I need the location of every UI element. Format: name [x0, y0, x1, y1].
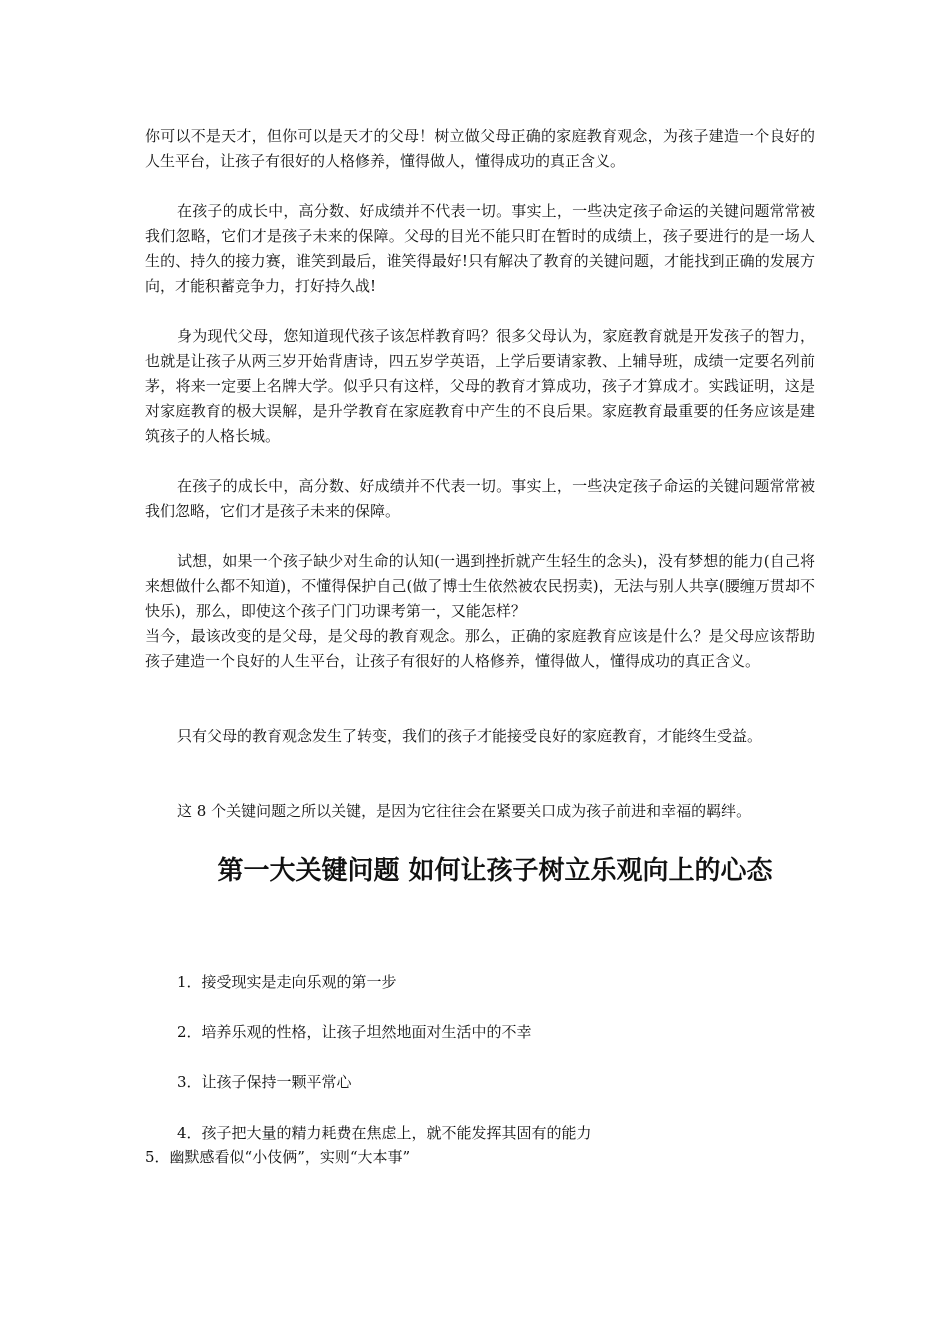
list-item: 3．让孩子保持一颗平常心 — [177, 1073, 352, 1091]
list-item: 5．幽默感看似“小伎俩”，实则“大本事” — [145, 1148, 411, 1166]
paragraph-intro: 你可以不是天才，但你可以是天才的父母！树立做父母正确的家庭教育观念，为孩子建造一个良好的人生平台，让孩子有很好的人格修养，懂得做人，懂得成功的真正含义。 — [145, 127, 815, 170]
paragraph-today: 当今，最该改变的是父母，是父母的教育观念。那么，正确的家庭教育应该是什么？是父母应该帮助孩子建造一个良好的人生平台，让孩子有很好的人格修养，懂得做人，懂得成功的真正含义。 — [145, 627, 815, 670]
paragraph-growth: 在孩子的成长中，高分数、好成绩并不代表一切。事实上，一些决定孩子命运的关键问题常常被我们忽略，它们才是孩子未来的保障。父母的目光不能只盯在暂时的成绩上，孩子要进行的是一场人生的、持久的接力赛，谁笑到最后，谁笑得最好!只有解决了教育的关键问题，才能找到正确的发展方向，才能积蓄竞争力，打好持久战! — [145, 202, 815, 295]
paragraph-growth-repeat: 在孩子的成长中，高分数、好成绩并不代表一切。事实上，一些决定孩子命运的关键问题常常被我们忽略，它们才是孩子未来的保障。 — [145, 477, 815, 520]
list-item: 1．接受现实是走向乐观的第一步 — [177, 973, 397, 991]
paragraph-modern-parents: 身为现代父母，您知道现代孩子该怎样教育吗？很多父母认为，家庭教育就是开发孩子的智力，也就是让孩子从两三岁开始背唐诗，四五岁学英语，上学后要请家教、上辅导班，成绩一定要名列前茅，将来一定要上名牌大学。似乎只有这样，父母的教育才算成功，孩子才算成才。实践证明，这是对家庭教育的极大误解，是升学教育在家庭教育中产生的不良后果。家庭教育最重要的任务应该是建筑孩子的人格长城。 — [145, 327, 815, 445]
list-item: 4．孩子把大量的精力耗费在焦虑上，就不能发挥其固有的能力 — [177, 1124, 592, 1142]
paragraph-eight-issues: 这 8 个关键问题之所以关键，是因为它往往会在紧要关口成为孩子前进和幸福的羁绊。 — [177, 802, 752, 820]
section-heading: 第一大关键问题 如何让孩子树立乐观向上的心态 — [217, 856, 773, 886]
paragraph-imagine: 试想，如果一个孩子缺少对生命的认知(一遇到挫折就产生轻生的念头)，没有梦想的能力(自己将来想做什么都不知道)，不懂得保护自己(做了博士生依然被农民拐卖)，无法与别人共享(腰缠万贯却不快乐)，那么，即使这个孩子门门功课考第一，又能怎样？ — [145, 552, 815, 620]
list-item: 2．培养乐观的性格，让孩子坦然地面对生活中的不幸 — [177, 1023, 532, 1041]
paragraph-only-when: 只有父母的教育观念发生了转变，我们的孩子才能接受良好的家庭教育，才能终生受益。 — [177, 727, 763, 745]
